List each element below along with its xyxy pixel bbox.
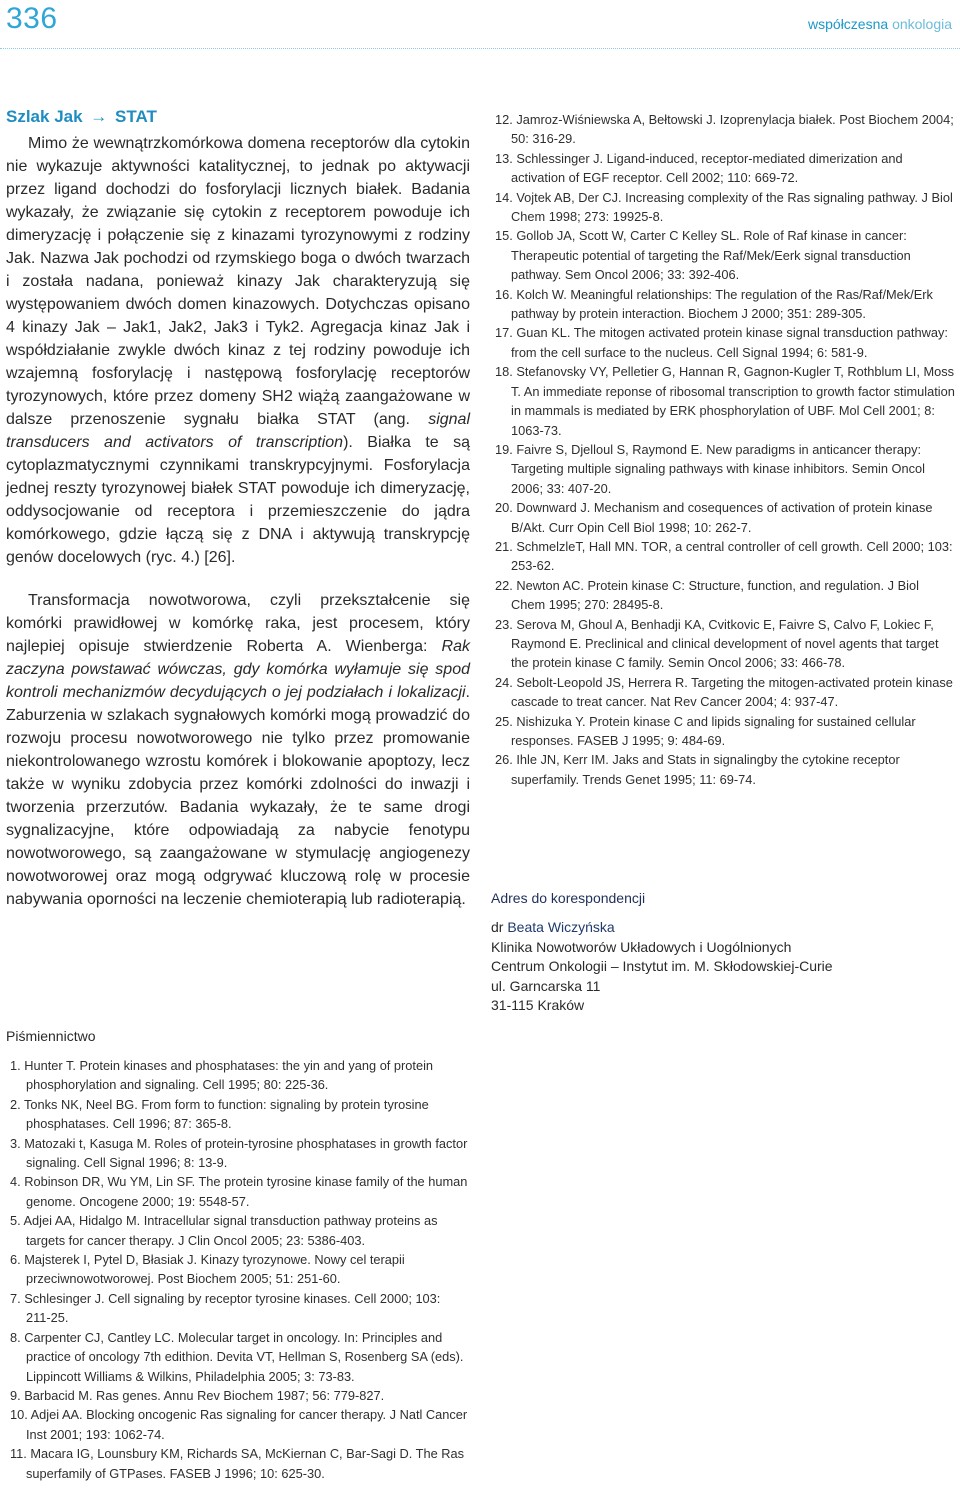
reference-item: 20. Downward J. Mechanism and cosequences of activation of protein kinase B/Akt. Curr Opin Cell Biol 1998; 10: 262-7. [495, 500, 933, 535]
correspondence-line-2: Centrum Onkologii – Instytut im. M. Skłodowskiej-Curie [491, 958, 833, 974]
reference-item: 8. Carpenter CJ, Cantley LC. Molecular target in oncology. In: Principles and practice of oncology 7th edithion. Devita VT, Hellman S, Rosenberg SA (eds). Lippincott Williams & Wilkins, Philadelphia 2005; 3: 73-83. [10, 1329, 464, 1384]
reference-item: 25. Nishizuka Y. Protein kinase C and lipids signaling for sustained cellular responses. FASEB J 1995; 9: 484-69. [495, 713, 916, 748]
reference-item: 23. Serova M, Ghoul A, Benhadji KA, Cvitkovic E, Faivre S, Calvo F, Lokiec F, Raymond E. Preclinical and clinical development of novel agents that target the protein kinase C family. Semin Oncol 2006; 33: 466-78. [495, 616, 939, 671]
paragraph-jak-stat [6, 132, 470, 569]
reference-item: 9. Barbacid M. Ras genes. Annu Rev Biochem 1987; 56: 779-827. [10, 1387, 385, 1403]
reference-item: 17. Guan KL. The mitogen activated protein kinase signal transduction pathway: from the cell surface to the nucleus. Cell Signal 1994; 6: 581-9. [495, 325, 948, 360]
reference-item: 11. Macara IG, Lounsbury KM, Richards SA, McKiernan C, Bar-Sagi D. The Ras superfamily of GTPases. FASEB J 1996; 10: 625-30. [10, 1446, 464, 1481]
paragraph-2-text-a: Transformacja nowotworowa, czyli przekształcenie się komórki prawidłowej w komórkę raka, jest procesem, który najlepiej opisuje stwierdzenie Roberta A. Wienberga: [6, 592, 470, 655]
page-number: 336 [6, 2, 58, 35]
section-title [6, 106, 470, 128]
reference-item: 19. Faivre S, Djelloul S, Raymond E. New paradigms in anticancer therapy: Targeting multiple signaling pathways with kinase inhibitors. Semin Oncol 2006; 33: 407-20. [495, 441, 925, 496]
journal-name-part2: onkologia [892, 16, 952, 32]
page-header [0, 0, 960, 50]
reference-item: 18. Stefanovsky VY, Pelletier G, Hannan R, Gagnon-Kugler T, Rothblum LI, Moss T. An immediate reponse of ribosomal transcription to growth factor stimulation in mammals is mediated by ERK phosphorylation of UBF. Mol Cell 2001; 8: 1063-73. [495, 364, 955, 438]
correspondence-line-3: ul. Garncarska 11 [491, 977, 601, 994]
paragraph-2-italic: Rak zaczyna powstawać wówczas, gdy komórka wyłamuje się spod kontroli mechanizmów decydujących o jej podziałach i lokalizacji [6, 638, 470, 701]
section-title-right: STAT [115, 107, 157, 126]
correspondence-name-line [491, 918, 955, 938]
correspondence-name: Beata Wiczyńska [507, 919, 615, 935]
reference-item: 4. Robinson DR, Wu YM, Lin SF. The protein tyrosine kinase family of the human genome. Oncogene 2000; 19: 5548-57. [10, 1174, 468, 1209]
correspondence-title: Adres do korespondencji [491, 890, 646, 906]
reference-item: 14. Vojtek AB, Der CJ. Increasing complexity of the Ras signaling pathway. J Biol Chem 1998; 273: 19925-8. [495, 189, 953, 225]
section-title-left: Szlak Jak [6, 107, 83, 126]
journal-name-part1: współczesna [808, 16, 889, 32]
paragraph-spacer [6, 569, 470, 589]
reference-item: 12. Jamroz-Wiśniewska A, Bełtowski J. Izoprenylacja białek. Post Biochem 2004; 50: 316-29. [495, 112, 954, 147]
left-column [6, 106, 470, 911]
reference-item: 26. Ihle JN, Kerr IM. Jaks and Stats in signalingby the cytokine receptor superfamily. Trends Genet 1995; 11: 69-74. [495, 752, 900, 787]
header-divider [0, 48, 960, 49]
correspondence-line-1: Klinika Nowotworów Układowych i Uogólnionych [491, 938, 792, 955]
paragraph-1-text-a: Mimo że wewnątrzkomórkowa domena receptorów dla cytokin nie wykazuje aktywności katalitycznej, to jednak po aktywacji przez ligand dochodzi do fosforylacji licznych białek. Badania wykazały, że związanie się cytokin z receptorem powoduje ich dimeryzację i połączenie się z kinazami tyrozynowymi z rodziny Jak. Nazwa Jak pochodzi od rzymskiego boga o dwóch twarzach i została nadana, ponieważ kinazy Jak charakteryzują się występowaniem dwóch domen kinazowych. Dotychczas opisano 4 kinazy Jak – Jak1, Jak2, Jak3 i Tyk2. Agregacja kinaz Jak i współdziałanie zwykle dwóch kinaz z tej rodziny powoduje ich wzajemną fosforylację i następową fosforylację receptorów tyrozynowych, które przez domeny SH2 wiążą zaangażowane w dalsze przenoszenie sygnału białka STAT (ang. [6, 135, 470, 428]
references-list-left [6, 1056, 468, 1483]
correspondence-prefix: dr [491, 919, 508, 935]
journal-name [808, 16, 952, 32]
reference-item: 6. Majsterek I, Pytel D, Błasiak J. Kinazy tyrozynowe. Nowy cel terapii przeciwnowotworowej. Post Biochem 2005; 51: 251-60. [10, 1252, 405, 1287]
references-left [6, 1056, 468, 1483]
right-column [491, 110, 955, 789]
correspondence-block [491, 890, 955, 1016]
paragraph-1-text-b: ). Białka te są cytoplazmatycznymi czynnikami transkrypcyjnymi. Fosforylacja jednej reszty tyrozynowej białek STAT powoduje ich dimeryzację, oddysocjowanie od receptora i przemieszczenie do jądra komórkowego, gdzie łączą się z DNA i aktywują transkrypcję genów docelowych (ryc. 4.) [26]. [6, 434, 471, 566]
reference-item: 21. SchmelzleT, Hall MN. TOR, a central controller of cell growth. Cell 2000; 103: 253-62. [495, 538, 953, 574]
references-title: Piśmiennictwo [6, 1028, 96, 1044]
reference-item: 24. Sebolt-Leopold JS, Herrera R. Targeting the mitogen-activated protein kinase cascade to treat cancer. Nat Rev Cancer 2004; 4: 937-47. [495, 674, 953, 710]
paragraph-transformation [6, 589, 470, 911]
reference-item: 2. Tonks NK, Neel BG. From form to function: signaling by protein tyrosine phosphatases. Cell 1996; 87: 365-8. [10, 1096, 429, 1132]
reference-item: 15. Gollob JA, Scott W, Carter C Kelley SL. Role of Raf kinase in cancer: Therapeutic potential of targeting the Raf/Mek/Eerk signal transduction pathway. Sem Oncol 2006; 33: 392-406. [495, 228, 911, 283]
reference-item: 16. Kolch W. Meaningful relationships: The regulation of the Ras/Raf/Mek/Erk pathway by protein interaction. Biochem J 2000; 351: 289-305. [495, 286, 933, 322]
reference-item: 22. Newton AC. Protein kinase C: Structure, function, and regulation. J Biol Chem 1995; 270: 28495-8. [495, 577, 919, 613]
correspondence-line-4: 31-115 Kraków [491, 997, 585, 1013]
reference-item: 10. Adjei AA. Blocking oncogenic Ras signaling for cancer therapy. J Natl Cancer Inst 2001; 193: 1062-74. [10, 1407, 468, 1442]
reference-item: 3. Matozaki t, Kasuga M. Roles of protein-tyrosine phosphatases in growth factor signaling. Cell Signal 1996; 8: 13-9. [10, 1135, 468, 1171]
paragraph-2-text-b: . Zaburzenia w szlakach sygnałowych komórki mogą prowadzić do rozwoju procesu nowotworowego nie tylko przez promowanie niekontrolowanego wzrostu komórek i blokowanie apoptozy, lecz także w wyniku zdobycia przez komórki zdolności do inwazji i tworzenia przerzutów. Badania wykazały, że te same drogi sygnalizacyjne, które odpowiadają za nabycie fenotypu nowotworowego, są zaangażowane w stymulację angiogenezy nowotworowej oraz mogą odgrywać kluczową rolę w procesie nabywania oporności na leczenie chemioterapią lub radioterapią. [6, 684, 470, 908]
reference-item: 13. Schlessinger J. Ligand-induced, receptor-mediated dimerization and activation of EGF receptor. Cell 2002; 110: 669-72. [495, 150, 903, 186]
references-list-right [491, 110, 955, 789]
reference-item: 7. Schlesinger J. Cell signaling by receptor tyrosine kinases. Cell 2000; 103: 211-25. [10, 1290, 441, 1326]
paragraph-1-italic: signal transducers and activators of transcription [6, 411, 470, 451]
reference-item: 1. Hunter T. Protein kinases and phosphatases: the yin and yang of protein phosphorylation and signaling. Cell 1995; 80: 225-36. [10, 1058, 434, 1093]
reference-item: 5. Adjei AA, Hidalgo M. Intracellular signal transduction pathway proteins as targets for cancer therapy. J Clin Oncol 2005; 23: 5386-403. [10, 1213, 438, 1248]
arrow-right-icon: → [90, 107, 108, 126]
